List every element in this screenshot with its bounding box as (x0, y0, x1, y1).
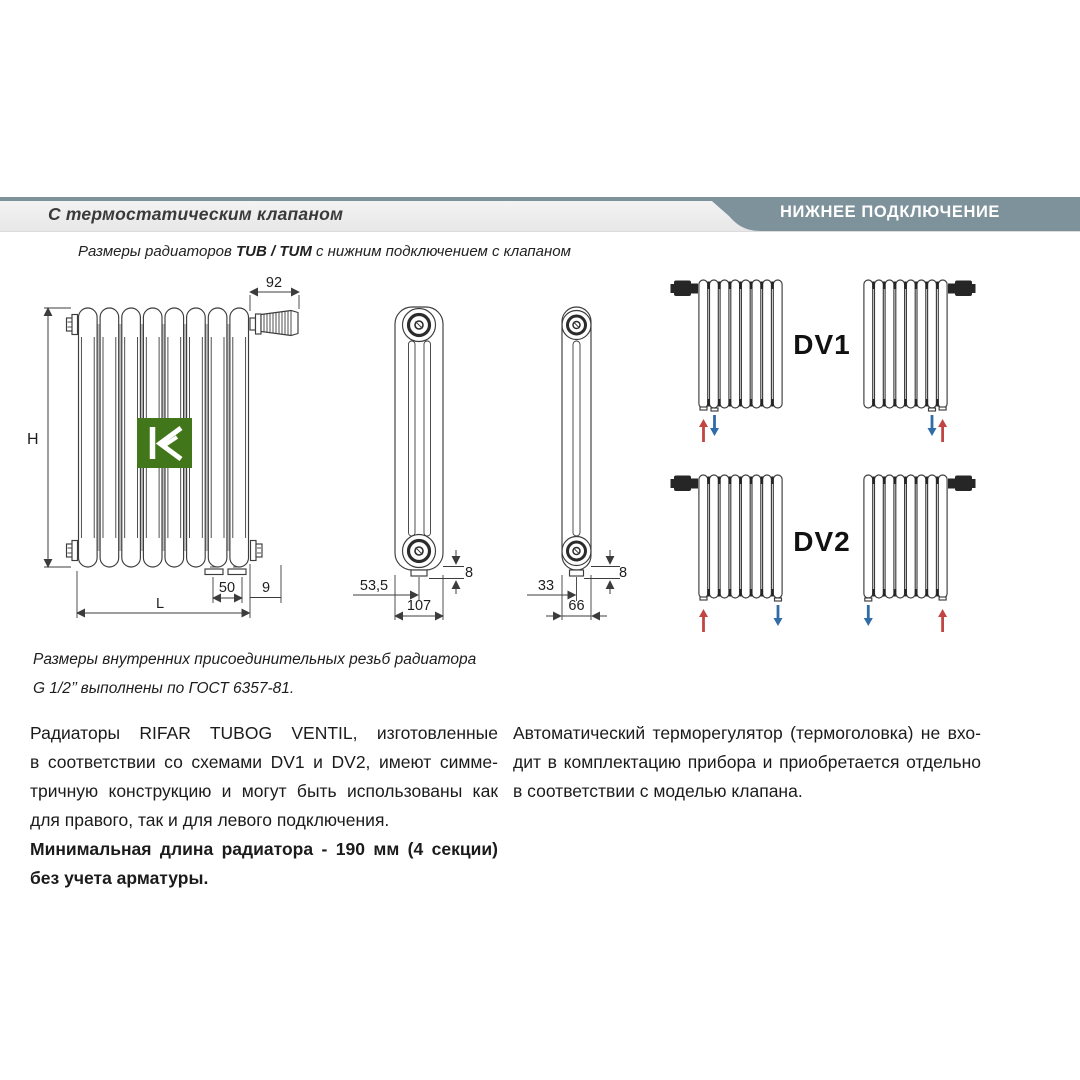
radiator-plug-bottom-left (67, 541, 78, 561)
thermostatic-valve-head (250, 311, 298, 336)
dim-50: 50 (218, 580, 236, 596)
text-line: дит в комплектацию прибора и приобретается отдельно (513, 752, 981, 772)
dim-H: H (27, 431, 39, 448)
caption-suffix: с нижним подключением с клапаном (311, 243, 571, 260)
scheme-label-dv2: DV2 (793, 526, 851, 557)
dim-33: 33 (537, 578, 555, 594)
caption-models: TUB / TUM (236, 243, 312, 260)
text-line-bold: без учета арматуры. (30, 868, 209, 888)
text-line: в соответствии с моделью клапана. (513, 781, 803, 801)
scheme-dv2-right-radiator (864, 475, 976, 598)
thread-note (33, 645, 476, 703)
dim-92: 92 (265, 275, 283, 291)
dim-L: L (155, 596, 165, 612)
dim-53-5: 53,5 (359, 578, 389, 594)
scheme-dv1-right-radiator (864, 280, 976, 408)
radiator-plug-top-left (67, 315, 78, 335)
bottom-connection-stubs (205, 567, 246, 575)
text-line: в соответствии со схемами DV1 и DV2, имеют симме- (30, 752, 498, 772)
radiator-side-view-107 (395, 307, 443, 576)
dim-107: 107 (406, 598, 432, 614)
dimension-height (27, 308, 71, 567)
paragraph-symmetry (30, 719, 498, 893)
text-line: тричную конструкцию и могут быть использованы как (30, 781, 498, 801)
scheme-label-dv1: DV1 (793, 329, 851, 360)
section-title-right: НИЖНЕЕ ПОДКЛЮЧЕНИЕ (779, 203, 1001, 221)
caption-prefix: Размеры радиаторов (78, 243, 237, 260)
thread-note-line2: G 1/2’’ выполнены по ГОСТ 6357-81. (33, 680, 295, 697)
brand-logo (137, 418, 192, 468)
scheme-dv2-left-radiator (671, 475, 783, 598)
thread-note-line1: Размеры внутренних присоединительных резьб радиатора (33, 651, 477, 668)
dim-8a: 8 (465, 565, 474, 581)
radiator-side-view-66 (562, 307, 591, 576)
section-title-left: С термостатическим клапаном (48, 204, 344, 224)
dim-66: 66 (568, 598, 585, 614)
dimension-valve-width (250, 275, 299, 311)
dim-9: 9 (262, 580, 271, 596)
text-line: Радиаторы RIFAR TUBOG VENTIL, изготовленные (30, 723, 498, 743)
paragraph-thermostat (513, 719, 981, 806)
dimension-stub-spacing (213, 577, 242, 603)
radiator-plug-bottom-right (251, 541, 263, 561)
dim-8b: 8 (619, 565, 628, 581)
dimension-edge-offset (250, 564, 281, 618)
text-line: для правого, так и для левого подключения. (30, 810, 390, 830)
text-line-bold: Минимальная длина радиатора - 190 мм (4 секции) (30, 839, 498, 859)
scheme-dv1-left-radiator (671, 280, 783, 408)
text-line: Автоматический терморегулятор (термоголовка) не вхо- (513, 723, 981, 743)
